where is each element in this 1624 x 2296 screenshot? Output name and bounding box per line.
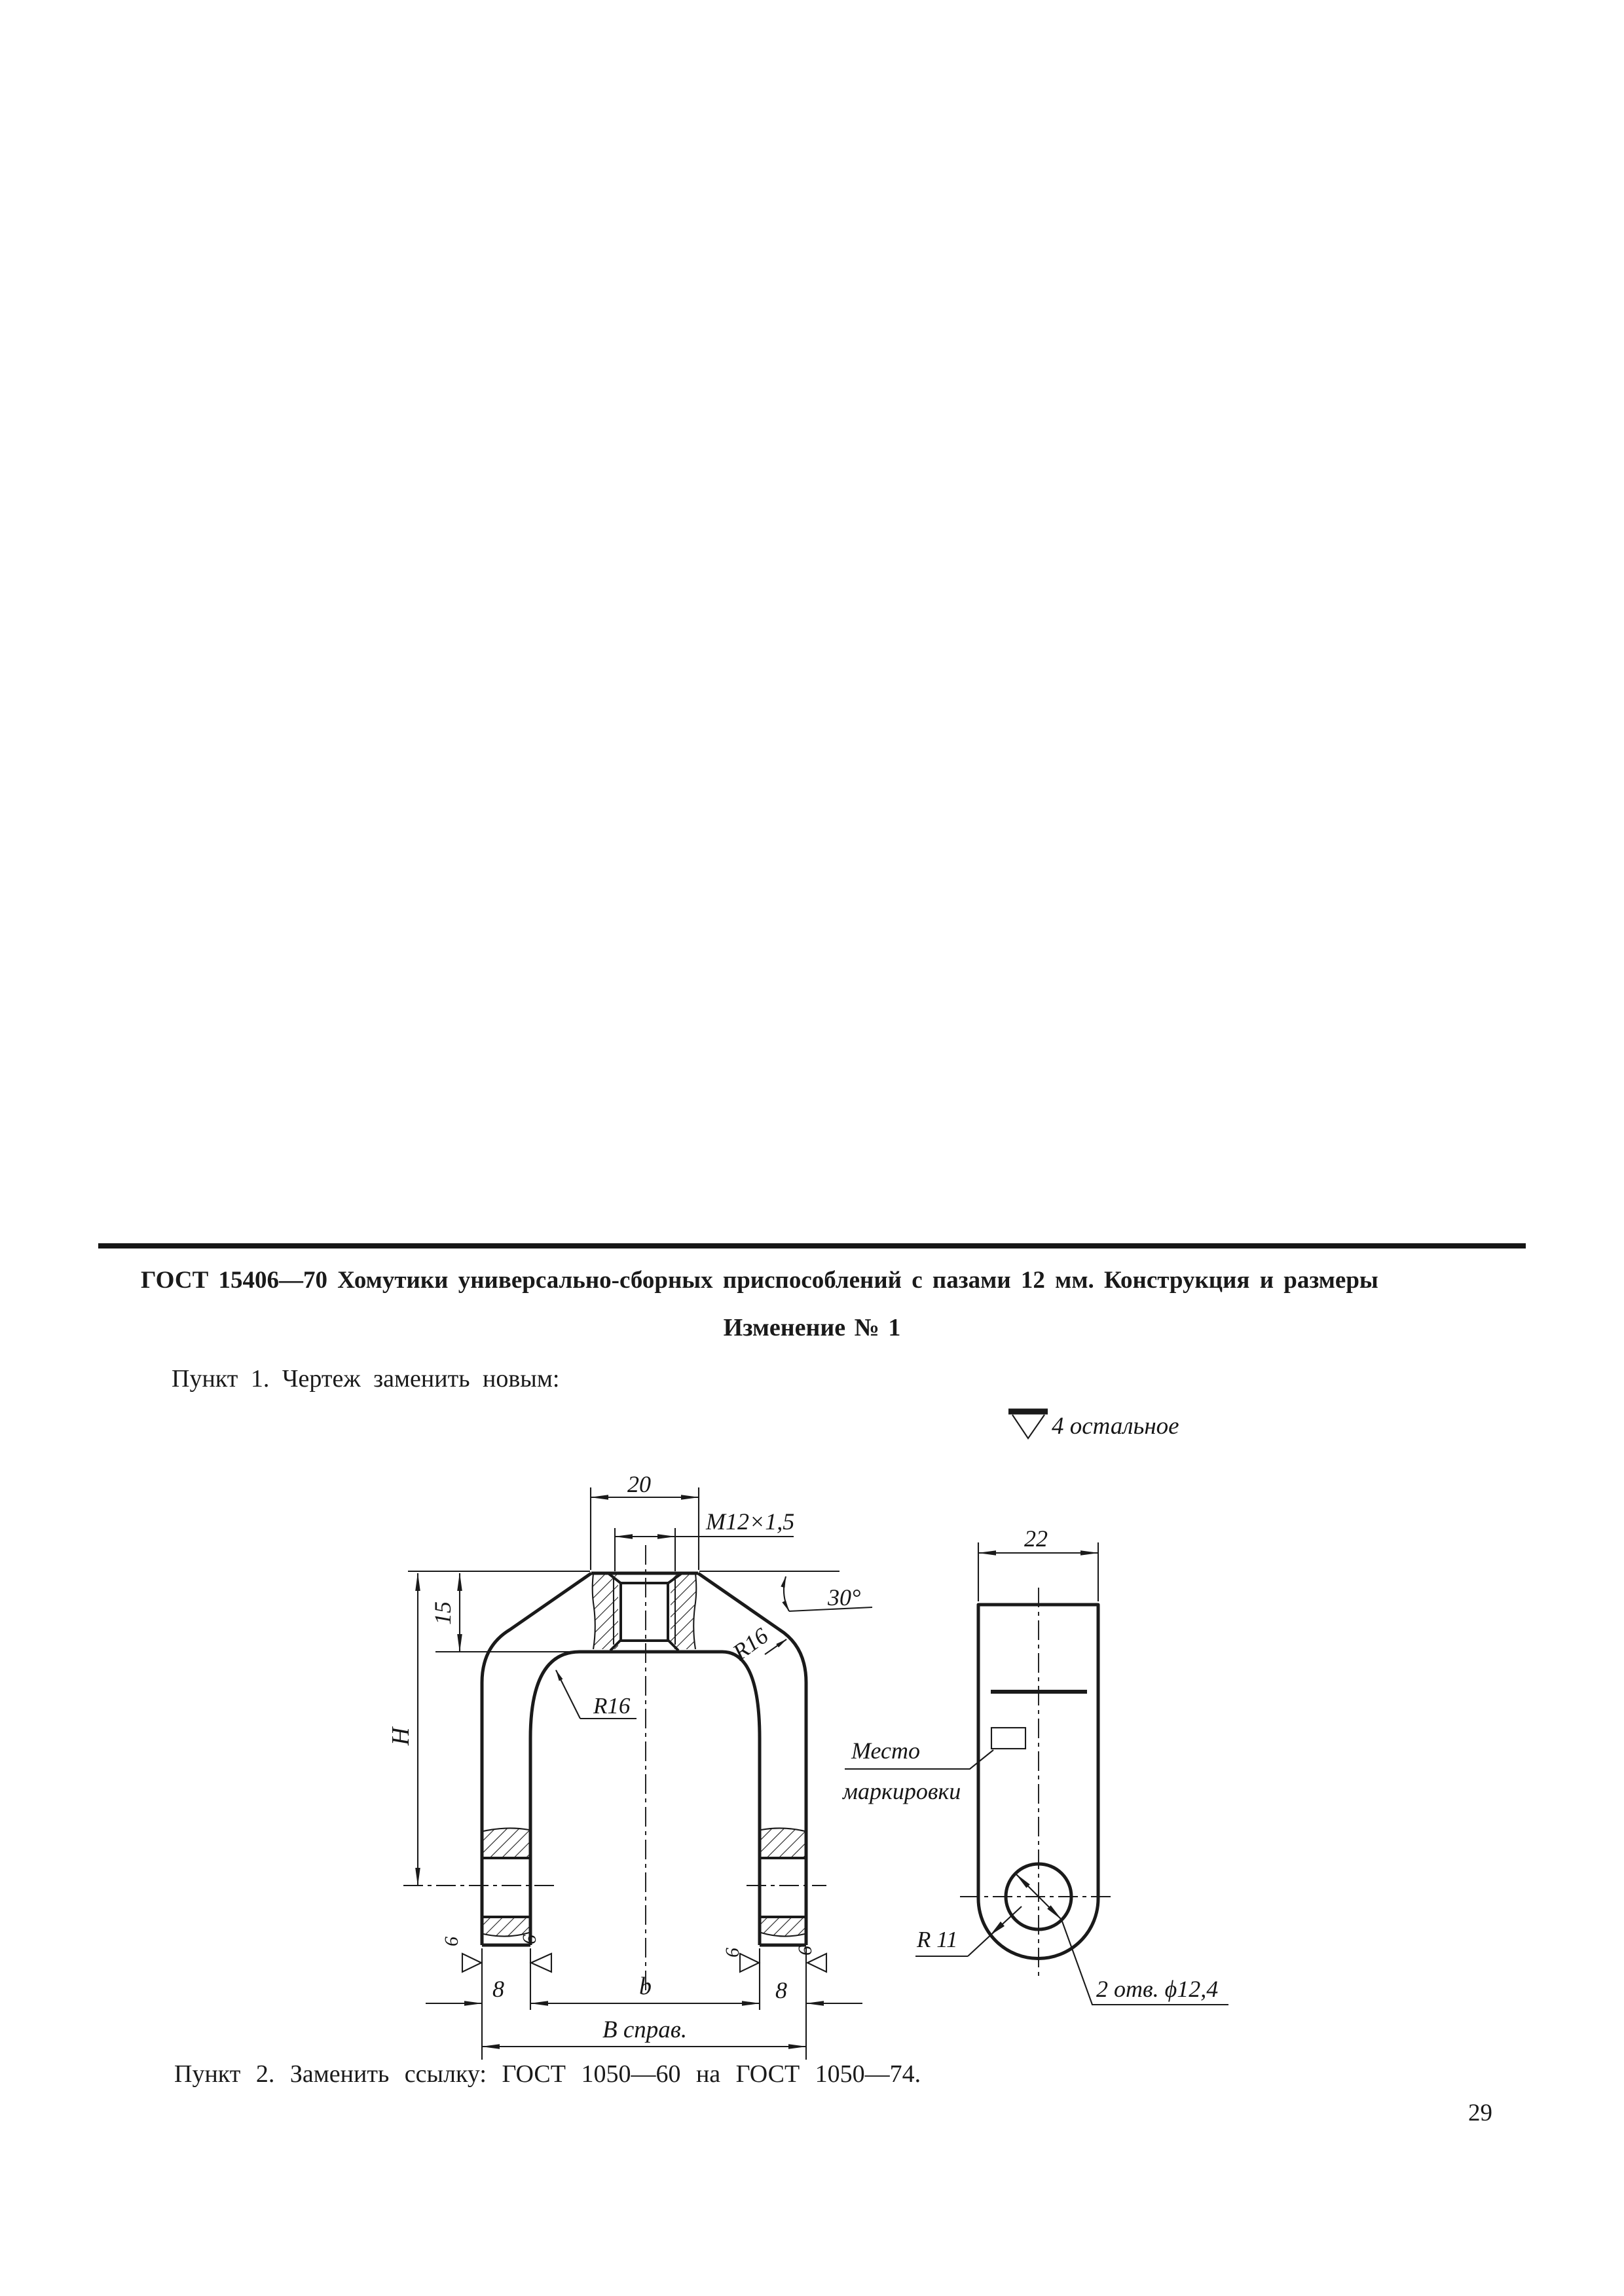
clamp-drawing-svg	[367, 1394, 1323, 2075]
thread-minor-outline	[621, 1583, 668, 1641]
left-leg-hatch-upper	[482, 1828, 530, 1857]
dim-label-8-left: 8	[492, 1976, 504, 2002]
dim-label-30deg: 30°	[828, 1584, 861, 1611]
amendment-heading: Изменение № 1	[723, 1314, 901, 1341]
dim-label-r16-outer: R16	[728, 1622, 773, 1666]
dim-label-H: H	[387, 1727, 415, 1745]
front-view	[387, 1471, 872, 2060]
thread-hatch-right	[671, 1574, 696, 1649]
finish-mark-label: 6	[441, 1937, 462, 1946]
thread-extensions	[615, 1528, 675, 1571]
finish-triangle-icon	[807, 1954, 826, 1972]
dim-label-r16-inner: R16	[593, 1693, 631, 1719]
angle-arc	[784, 1576, 789, 1611]
right-leg-hatch-upper	[760, 1828, 806, 1857]
page-number: 29	[1468, 2100, 1492, 2126]
dim-label-holes: 2 отв. ϕ12,4	[1096, 1976, 1219, 2002]
standard-title: ГОСТ 15406—70 Хомутики универсально-сборных приспособлений с пазами 12 мм. Конструкция и размеры	[141, 1267, 1378, 1294]
dim-label-B-ref: В справ.	[602, 2016, 688, 2043]
finish-triangle-icon	[1012, 1415, 1044, 1438]
surface-finish-note	[1008, 1412, 1179, 1440]
finish-mark-label: 6	[794, 1946, 816, 1956]
inner-u-profile	[530, 1652, 760, 1945]
hole-diameter-line	[1016, 1874, 1061, 1920]
horizontal-rule	[98, 1243, 1526, 1248]
dim-label-8-right: 8	[775, 1977, 787, 2003]
finish-triangle-icon	[531, 1954, 551, 1972]
thread-hatch-left	[593, 1574, 618, 1649]
dim20-extensions	[591, 1487, 699, 1570]
thread-major-lines	[614, 1578, 675, 1645]
dim-label-r11: R 11	[917, 1927, 958, 1952]
dim-label-20: 20	[627, 1471, 651, 1497]
finish-marks	[441, 1935, 826, 1972]
marking-label-line2: маркировки	[843, 1778, 961, 1804]
dim-label-b: b	[639, 1973, 652, 2000]
finish-mark-label: 6	[722, 1948, 743, 1958]
paragraph-point-2: Пункт 2. Заменить ссылку: ГОСТ 1050—60 на ГОСТ 1050—74.	[174, 2060, 921, 2088]
technical-drawing	[367, 1394, 1323, 2079]
marking-label-line1: Место	[851, 1738, 920, 1764]
paragraph-point-1: Пункт 1. Чертеж заменить новым:	[172, 1365, 560, 1393]
finish-mark-label: 6	[519, 1935, 540, 1944]
marking-area-rect	[991, 1728, 1025, 1749]
side-view	[841, 1525, 1228, 2005]
dim-label-thread: M12×1,5	[706, 1508, 795, 1535]
dim-label-22: 22	[1024, 1525, 1048, 1552]
finish-note-label: 4 остальное	[1052, 1413, 1179, 1440]
finish-triangle-icon	[462, 1954, 481, 1972]
dim-label-15: 15	[430, 1601, 456, 1625]
outline-left	[482, 1573, 591, 1945]
r16-inner-leader	[556, 1670, 580, 1719]
